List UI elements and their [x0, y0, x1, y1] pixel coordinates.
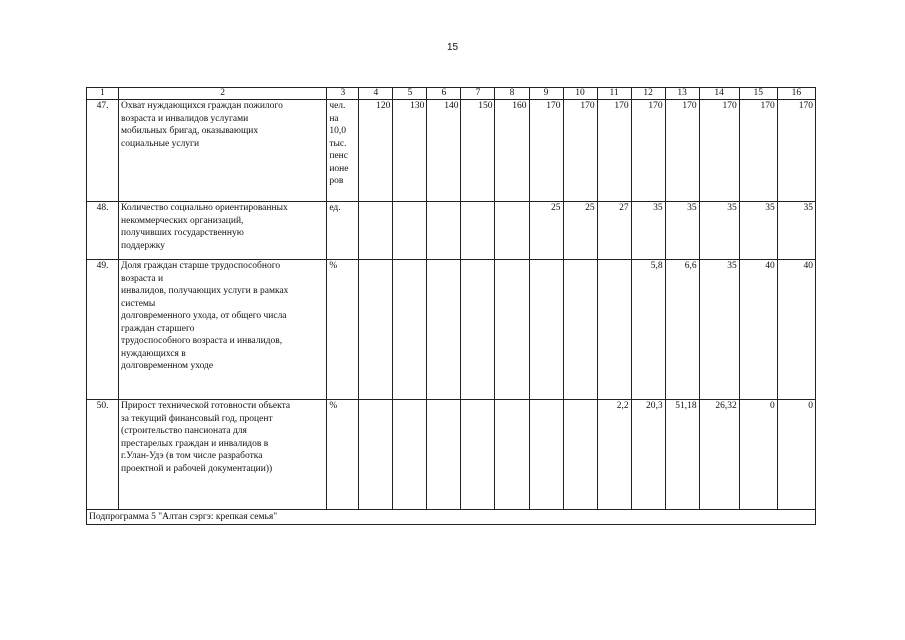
- value-cell: 140: [427, 100, 461, 202]
- indicator-name-line: престарелых граждан и инвалидов в: [121, 438, 269, 449]
- indicator-name-line: нуждающихся в: [121, 348, 186, 359]
- unit-line: %: [329, 401, 338, 411]
- indicator-name-line: Количество социально ориентированных: [121, 203, 288, 213]
- value-cell: 160: [495, 100, 529, 202]
- column-header: 9: [529, 88, 563, 100]
- row-number: 50.: [87, 400, 119, 510]
- indicator-name-line: (строительство пансионата для: [121, 426, 247, 436]
- indicator-name-line: проектной и рабочей документации)): [121, 463, 273, 474]
- table-row: [87, 400, 816, 510]
- value-cell: [563, 400, 597, 510]
- subprogram-row: [87, 510, 816, 525]
- value-cell: 35: [777, 202, 815, 260]
- value-cell: [563, 260, 597, 400]
- indicator-name-line: некоммерческих организаций,: [121, 215, 244, 226]
- indicator-name-line: системы: [121, 298, 156, 309]
- unit-line: ионе: [329, 163, 349, 174]
- value-cell: 35: [631, 202, 665, 260]
- indicator-name-line: граждан старшего: [121, 323, 195, 334]
- unit-cell: [327, 100, 359, 202]
- unit-cell: [327, 260, 359, 400]
- value-cell: 170: [631, 100, 665, 202]
- value-cell: [427, 260, 461, 400]
- column-header: 3: [327, 88, 359, 100]
- value-cell: [461, 202, 495, 260]
- indicator-name-line: инвалидов, получающих услуги в рамках: [121, 286, 289, 296]
- unit-line: ед.: [329, 203, 341, 213]
- row-number: 49.: [87, 260, 119, 400]
- value-cell: [495, 400, 529, 510]
- value-cell: 35: [739, 202, 777, 260]
- value-cell: 0: [739, 400, 777, 510]
- value-cell: 27: [597, 202, 631, 260]
- unit-cell: [327, 202, 359, 260]
- value-cell: 20,3: [631, 400, 665, 510]
- column-header: 11: [597, 88, 631, 100]
- value-cell: 35: [665, 202, 699, 260]
- table-row: [87, 260, 816, 400]
- column-header: 16: [777, 88, 815, 100]
- indicator-name-line: мобильных бригад, оказывающих: [121, 126, 259, 136]
- indicator-name-line: долговременного ухода, от общего числа: [121, 311, 287, 321]
- value-cell: [359, 202, 393, 260]
- column-header: 10: [563, 88, 597, 100]
- value-cell: [427, 202, 461, 260]
- value-cell: [461, 400, 495, 510]
- indicator-name-line: социальные услуги: [121, 138, 200, 149]
- indicator-name-line: возраста и инвалидов услугами: [121, 113, 249, 124]
- value-cell: [359, 400, 393, 510]
- column-header: 2: [119, 88, 327, 100]
- indicator-name-line: за текущий финансовый год, процент: [121, 413, 273, 424]
- indicator-name-line: Доля граждан старше трудоспособного: [121, 261, 281, 271]
- value-cell: 170: [777, 100, 815, 202]
- unit-line: тыс.: [329, 138, 347, 149]
- indicator-name: [119, 400, 327, 510]
- unit-line: пенс: [329, 151, 348, 161]
- subprogram-title: Подпрограмма 5 "Алтан сэргэ: крепкая семья": [87, 510, 816, 525]
- value-cell: 170: [597, 100, 631, 202]
- column-header: 4: [359, 88, 393, 100]
- row-number: 48.: [87, 202, 119, 260]
- value-cell: [461, 260, 495, 400]
- value-cell: 150: [461, 100, 495, 202]
- value-cell: 170: [699, 100, 739, 202]
- column-header: 15: [739, 88, 777, 100]
- value-cell: 6,6: [665, 260, 699, 400]
- indicator-name-line: получивших государственную: [121, 228, 244, 238]
- value-cell: 25: [563, 202, 597, 260]
- value-cell: [427, 400, 461, 510]
- indicator-name-line: Прирост технической готовности объекта: [121, 401, 291, 411]
- value-cell: 40: [777, 260, 815, 400]
- indicators-table: [86, 87, 816, 525]
- indicator-name-line: трудоспособного возраста и инвалидов,: [121, 336, 283, 346]
- page-number: 15: [446, 42, 459, 53]
- value-cell: 26,32: [699, 400, 739, 510]
- value-cell: [529, 400, 563, 510]
- value-cell: [597, 260, 631, 400]
- column-header: 1: [87, 88, 119, 100]
- unit-line: %: [329, 261, 338, 271]
- indicator-name-line: Охват нуждающихся граждан пожилого: [121, 101, 283, 111]
- unit-line: чел.: [329, 101, 346, 111]
- table-row: [87, 202, 816, 260]
- indicator-name-line: поддержку: [121, 240, 166, 251]
- header-row: [87, 88, 816, 100]
- value-cell: 0: [777, 400, 815, 510]
- row-number: 47.: [87, 100, 119, 202]
- value-cell: [495, 260, 529, 400]
- indicator-name: [119, 202, 327, 260]
- column-header: 14: [699, 88, 739, 100]
- value-cell: 130: [393, 100, 427, 202]
- unit-line: 10,0: [329, 126, 346, 136]
- value-cell: 170: [529, 100, 563, 202]
- value-cell: 170: [665, 100, 699, 202]
- indicator-name: [119, 100, 327, 202]
- column-header: 8: [495, 88, 529, 100]
- value-cell: 40: [739, 260, 777, 400]
- column-header: 6: [427, 88, 461, 100]
- column-header: 12: [631, 88, 665, 100]
- value-cell: 25: [529, 202, 563, 260]
- value-cell: 35: [699, 202, 739, 260]
- value-cell: [495, 202, 529, 260]
- value-cell: 2,2: [597, 400, 631, 510]
- indicator-name-line: долговременном уходе: [121, 361, 214, 371]
- value-cell: [393, 202, 427, 260]
- value-cell: 170: [739, 100, 777, 202]
- table-row: [87, 100, 816, 202]
- column-header: 5: [393, 88, 427, 100]
- value-cell: 120: [359, 100, 393, 202]
- value-cell: [529, 260, 563, 400]
- value-cell: [393, 260, 427, 400]
- value-cell: 5,8: [631, 260, 665, 400]
- indicator-name-line: возраста и: [121, 273, 164, 284]
- unit-line: ров: [329, 176, 344, 186]
- column-header: 7: [461, 88, 495, 100]
- value-cell: [393, 400, 427, 510]
- value-cell: 35: [699, 260, 739, 400]
- value-cell: 170: [563, 100, 597, 202]
- value-cell: [359, 260, 393, 400]
- unit-cell: [327, 400, 359, 510]
- indicator-name: [119, 260, 327, 400]
- value-cell: 51,18: [665, 400, 699, 510]
- unit-line: на: [329, 113, 339, 124]
- indicator-name-line: г.Улан-Удэ (в том числе разработка: [121, 451, 263, 461]
- column-header: 13: [665, 88, 699, 100]
